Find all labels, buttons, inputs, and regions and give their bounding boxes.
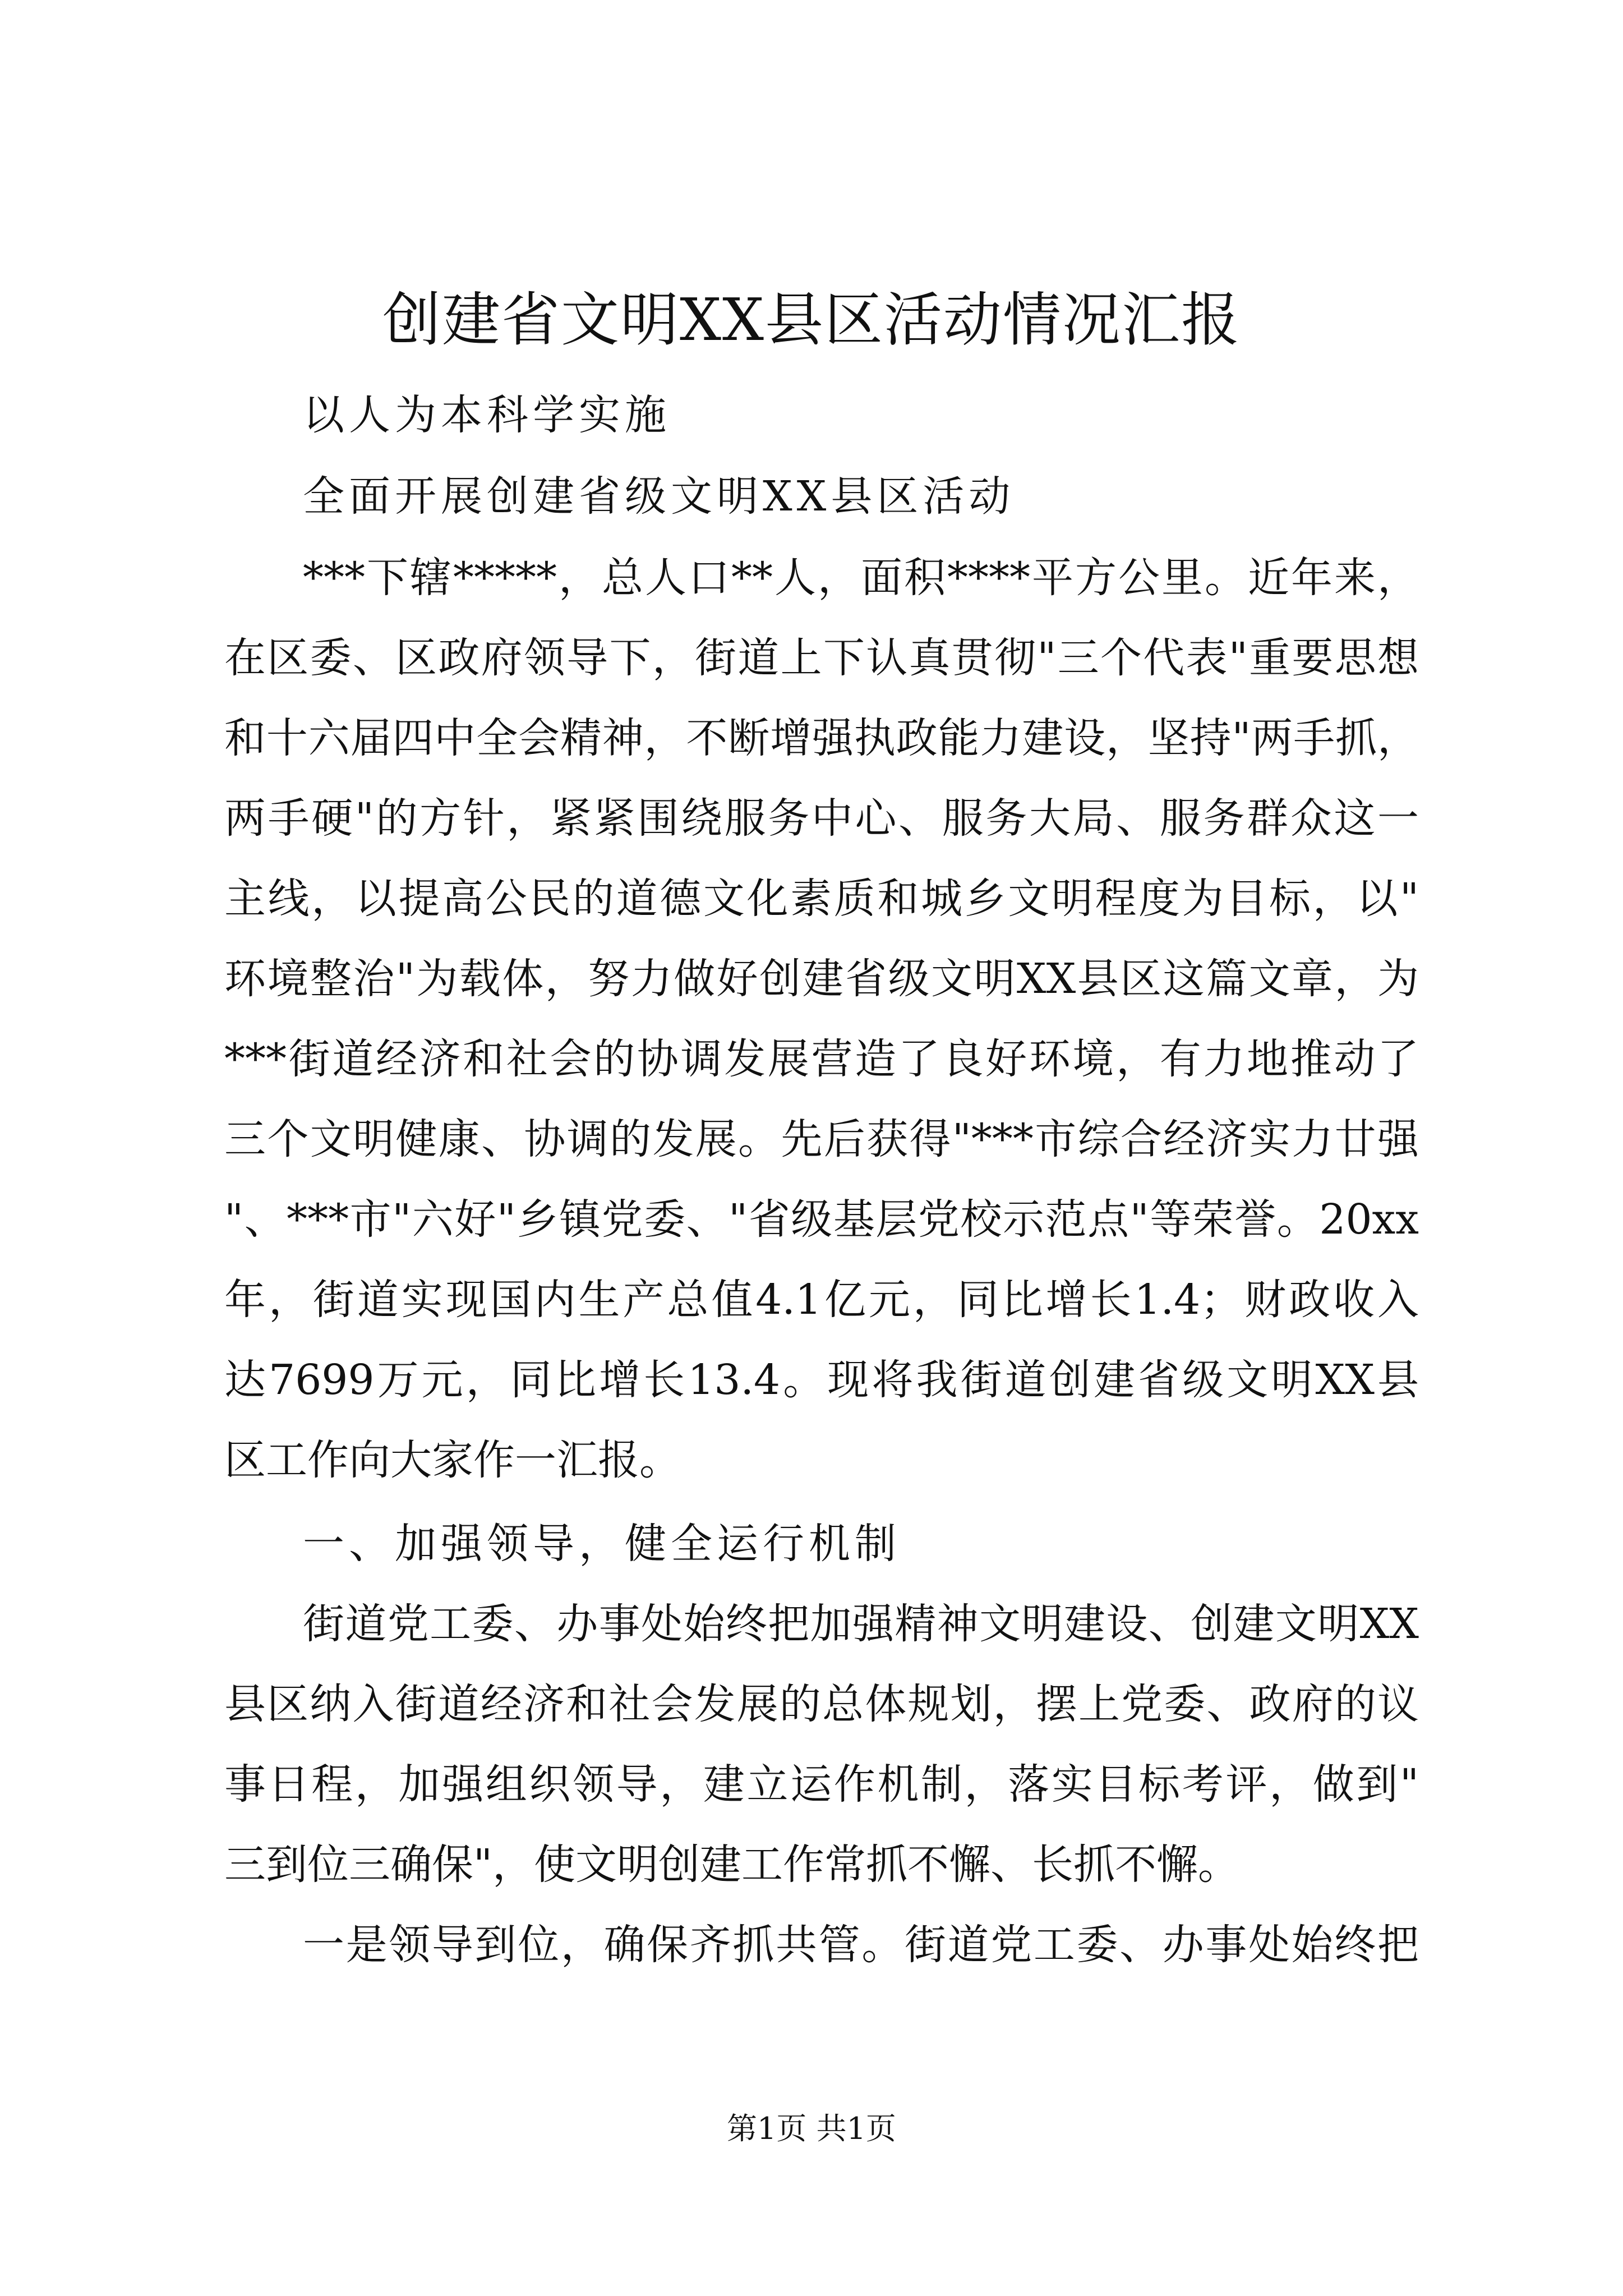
document-title: 创建省文明XX县区活动情况汇报	[382, 286, 1241, 354]
paragraph-1-line: 在区委、区政府领导下，街道上下认真贯彻"三个代表"重要思想	[224, 634, 1419, 682]
paragraph-1-line: 区工作向大家作一汇报。	[224, 1436, 681, 1484]
paragraph-1-line: 两手硬"的方针，紧紧围绕服务中心、服务大局、服务群众这一	[224, 794, 1419, 843]
paragraph-2-line: 事日程，加强组织领导，建立运作机制，落实目标考评，做到"	[224, 1760, 1419, 1809]
paragraph-1-line: "、***市"六好"乡镇党委、"省级基层党校示范点"等荣誉。20xx	[224, 1195, 1419, 1244]
paragraph-1-line: 主线，以提高公民的道德文化素质和城乡文明程度为目标，以"	[224, 875, 1419, 923]
paragraph-1-line: 年，街道实现国内生产总值4.1亿元，同比增长1.4；财政收入	[224, 1276, 1419, 1324]
subtitle-line-2: 全面开展创建省级文明XX县区活动	[303, 472, 1015, 521]
paragraph-1-line: 达7699万元，同比增长13.4。现将我街道创建省级文明XX县	[224, 1356, 1419, 1404]
paragraph-2-line: 三到位三确保"，使文明创建工作常抓不懈、长抓不懈。	[224, 1841, 1240, 1889]
paragraph-1-line: 环境整治"为载体，努力做好创建省级文明XX县区这篇文章，为	[224, 955, 1419, 1003]
paragraph-1-line: 和十六届四中全会精神，不断增强执政能力建设，坚持"两手抓，	[224, 714, 1419, 762]
paragraph-1-line: ***街道经济和社会的协调发展营造了良好环境，有力地推动了	[224, 1035, 1419, 1083]
page-footer: 第1页 共1页	[727, 2111, 896, 2146]
paragraph-2-line: 街道党工委、办事处始终把加强精神文明建设、创建文明XX	[303, 1600, 1419, 1648]
paragraph-1-line: ***下辖*****，总人口**人，面积****平方公里。近年来，	[303, 554, 1419, 602]
subtitle-line-1: 以人为本科学实施	[303, 391, 671, 439]
paragraph-1-line: 三个文明健康、协调的发展。先后获得"***市综合经济实力廿强	[224, 1115, 1419, 1163]
paragraph-3-line: 一是领导到位，确保齐抓共管。街道党工委、办事处始终把	[303, 1921, 1419, 1969]
section-heading-1: 一、加强领导，健全运行机制	[303, 1520, 901, 1568]
paragraph-2-line: 县区纳入街道经济和社会发展的总体规划，摆上党委、政府的议	[224, 1680, 1419, 1728]
